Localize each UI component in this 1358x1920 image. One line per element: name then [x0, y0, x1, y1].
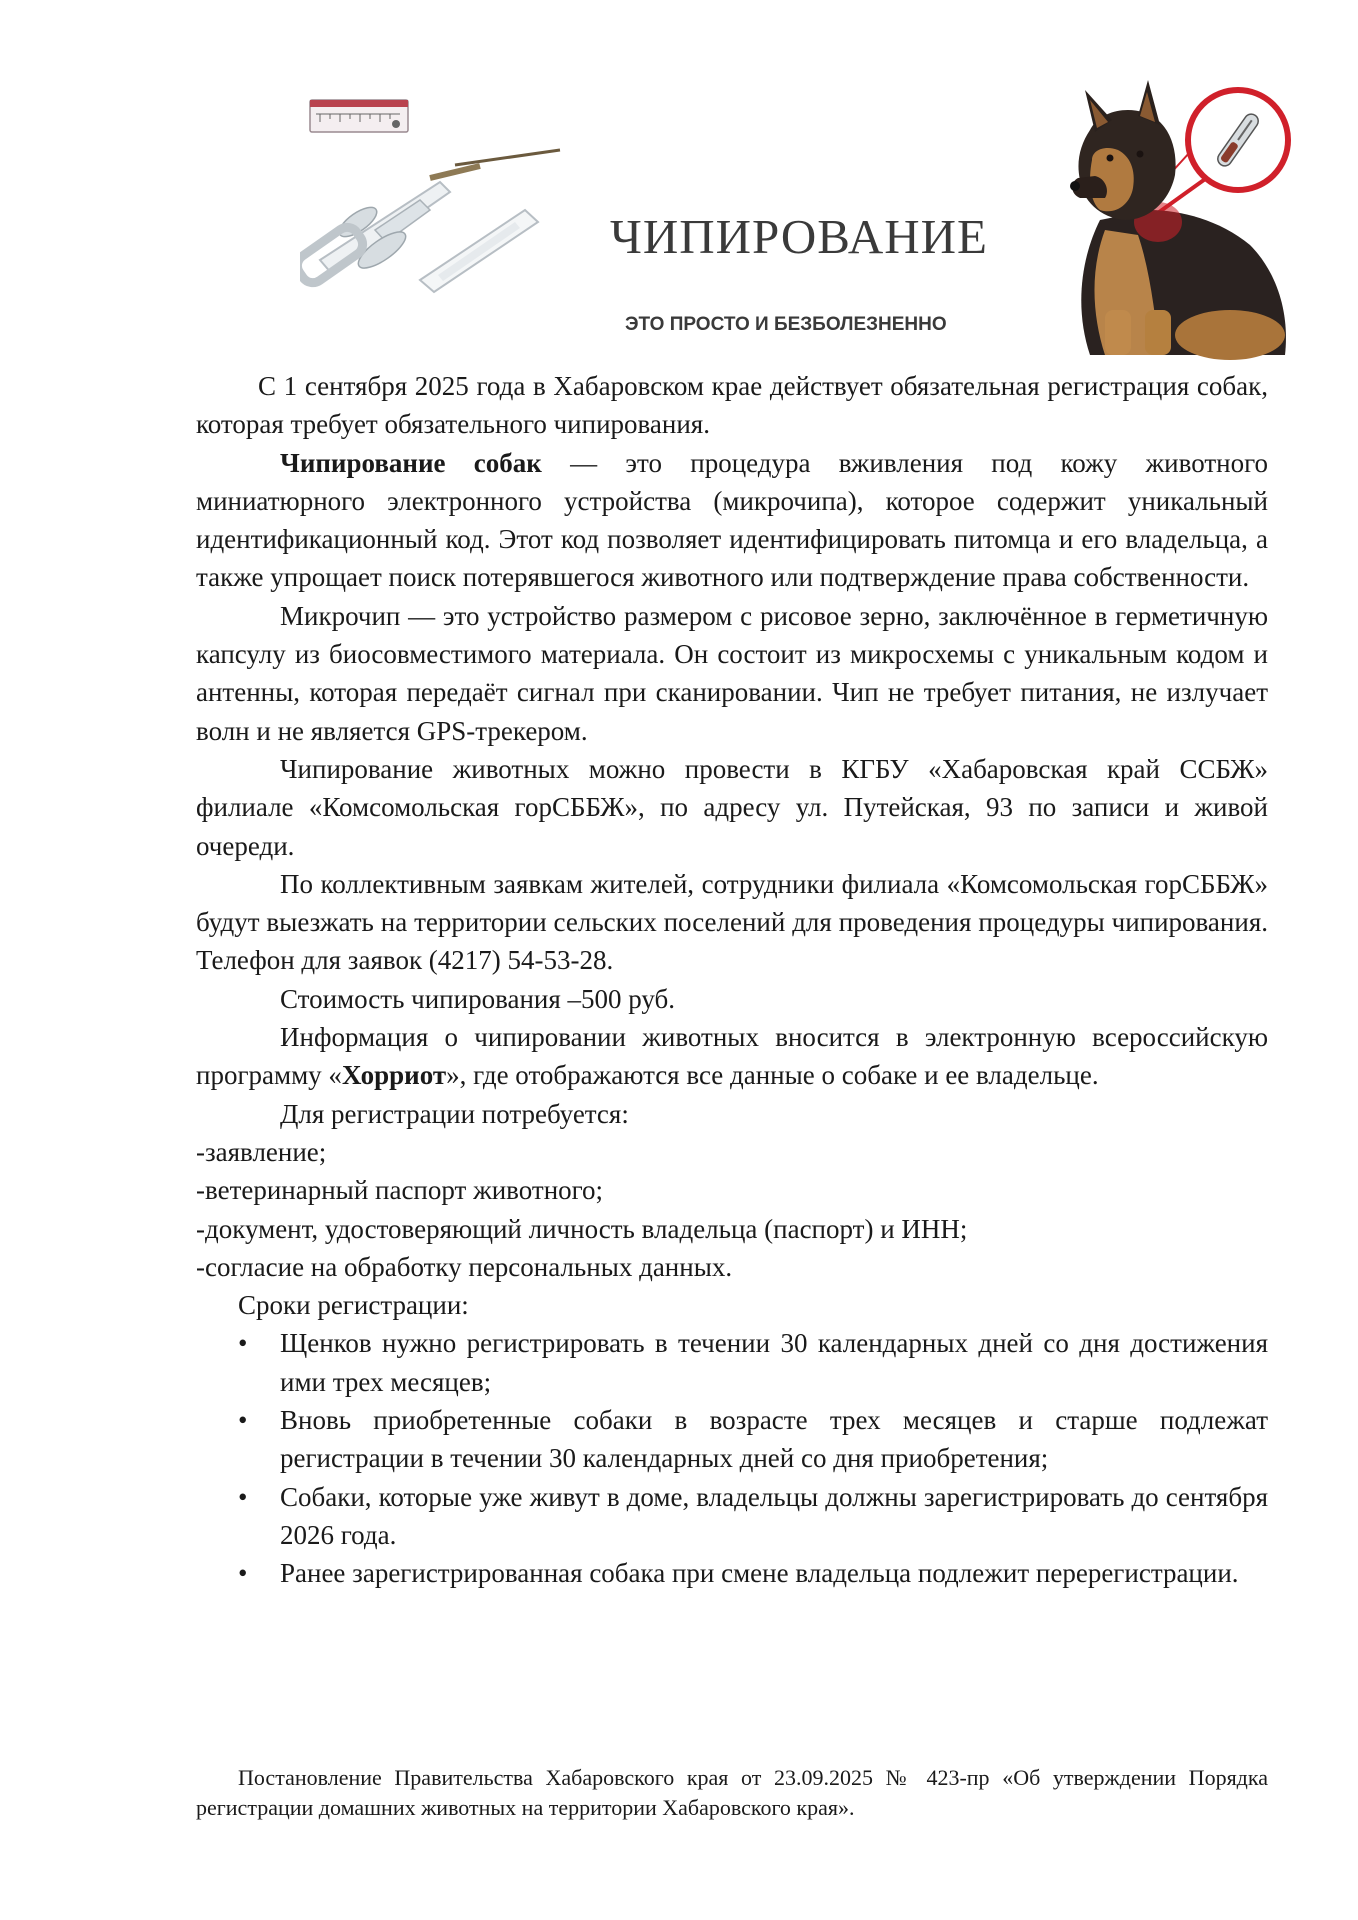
- deadline-text: Вновь приобретенные собаки в возрасте трех месяцев и старше подлежат регистрации в течении 30 календарных дней со дня приобретения;: [280, 1405, 1268, 1474]
- bullet-icon: •: [238, 1405, 248, 1436]
- registration-item: -ветеринарный паспорт животного;: [196, 1175, 604, 1206]
- horriot-text-before: Информация о чипировании животных вносится в электронную всероссийскую программу «: [196, 1022, 1268, 1091]
- registration-item: -заявление;: [196, 1136, 327, 1167]
- paragraph-cost: Стоимость чипирования –500 руб.: [280, 983, 676, 1014]
- registration-heading: Для регистрации потребуется:: [280, 1098, 629, 1129]
- bullet-icon: •: [238, 1558, 248, 1589]
- ruler-icon: [310, 100, 408, 132]
- bullet-icon: •: [238, 1328, 248, 1359]
- deadlines-list: [196, 1324, 1268, 1592]
- deadlines-heading: Сроки регистрации:: [238, 1290, 469, 1321]
- banner-title: ЧИПИРОВАНИЕ: [610, 209, 988, 264]
- registration-item: -документ, удостоверяющий личность владельца (паспорт) и ИНН;: [196, 1213, 968, 1244]
- chipping-term: Чипирование собак: [280, 447, 542, 478]
- banner-subtitle: ЭТО ПРОСТО И БЕЗБОЛЕЗНЕННО: [625, 314, 947, 335]
- registration-item: -согласие на обработку персональных данных.: [196, 1251, 733, 1282]
- paragraph-chipping-definition: [196, 444, 1268, 597]
- horriot-text-after: », где отображаются все данные о собаке и ее владельце.: [446, 1060, 1099, 1091]
- document-body: [196, 367, 1268, 1593]
- deadline-item: [196, 1478, 1268, 1555]
- microchip-syringe-icon: [300, 150, 560, 292]
- deadline-text: Собаки, которые уже живут в доме, владельцы должны зарегистрировать до сентября 2026 года.: [280, 1481, 1268, 1550]
- chipping-definition-text: — это процедура вживления под кожу животного миниатюрного электронного устройства (микрочипа), которое содержит уникальный идентификационный код. Этот код позволяет идентифицировать питомца и его владельца, а также упрощает поиск потерявшегося животного или подтверждение права собственности.: [196, 447, 1268, 593]
- deadline-text: Ранее зарегистрированная собака при смене владельца подлежит перерегистрации.: [280, 1558, 1239, 1589]
- deadline-text: Щенков нужно регистрировать в течении 30 календарных дней со дня достижения ими трех месяцев;: [280, 1328, 1268, 1397]
- bullet-icon: •: [238, 1481, 248, 1512]
- deadline-item: [196, 1324, 1268, 1401]
- paragraph-mandatory-registration: С 1 сентября 2025 года в Хабаровском крае действует обязательная регистрация собак, которая требует обязательного чипирования.: [196, 371, 1268, 440]
- horriot-program-name: Хорриот: [341, 1060, 447, 1091]
- paragraph-horriot: [196, 1018, 1268, 1095]
- legal-reference-footnote: Постановление Правительства Хабаровского края от 23.09.2025 № 423-пр «Об утверждении Порядка регистрации домашних животных на территории Хабаровского края».: [196, 1765, 1268, 1820]
- paragraph-where-to-chip: Чипирование животных можно провести в КГБУ «Хабаровская край ССБЖ» филиале «Комсомольская горСББЖ», по адресу ул. Путейская, 93 по записи и живой очереди.: [196, 753, 1268, 861]
- deadline-item: [196, 1401, 1268, 1478]
- deadline-item: [196, 1554, 1268, 1592]
- paragraph-collective-requests: По коллективным заявкам жителей, сотрудники филиала «Комсомольская горСББЖ» будут выезжать на территории сельских поселений для проведения процедуры чипирования. Телефон для заявок (4217) 54-53-28.: [196, 868, 1268, 976]
- paragraph-microchip: Микрочип — это устройство размером с рисовое зерно, заключённое в герметичную капсулу из биосовместимого материала. Он состоит из микросхемы с уникальным кодом и антенны, которая передаёт сигнал при сканировании. Чип не требует питания, не излучает волн и не является GPS-трекером.: [196, 600, 1268, 746]
- chipping-banner: [300, 70, 1300, 360]
